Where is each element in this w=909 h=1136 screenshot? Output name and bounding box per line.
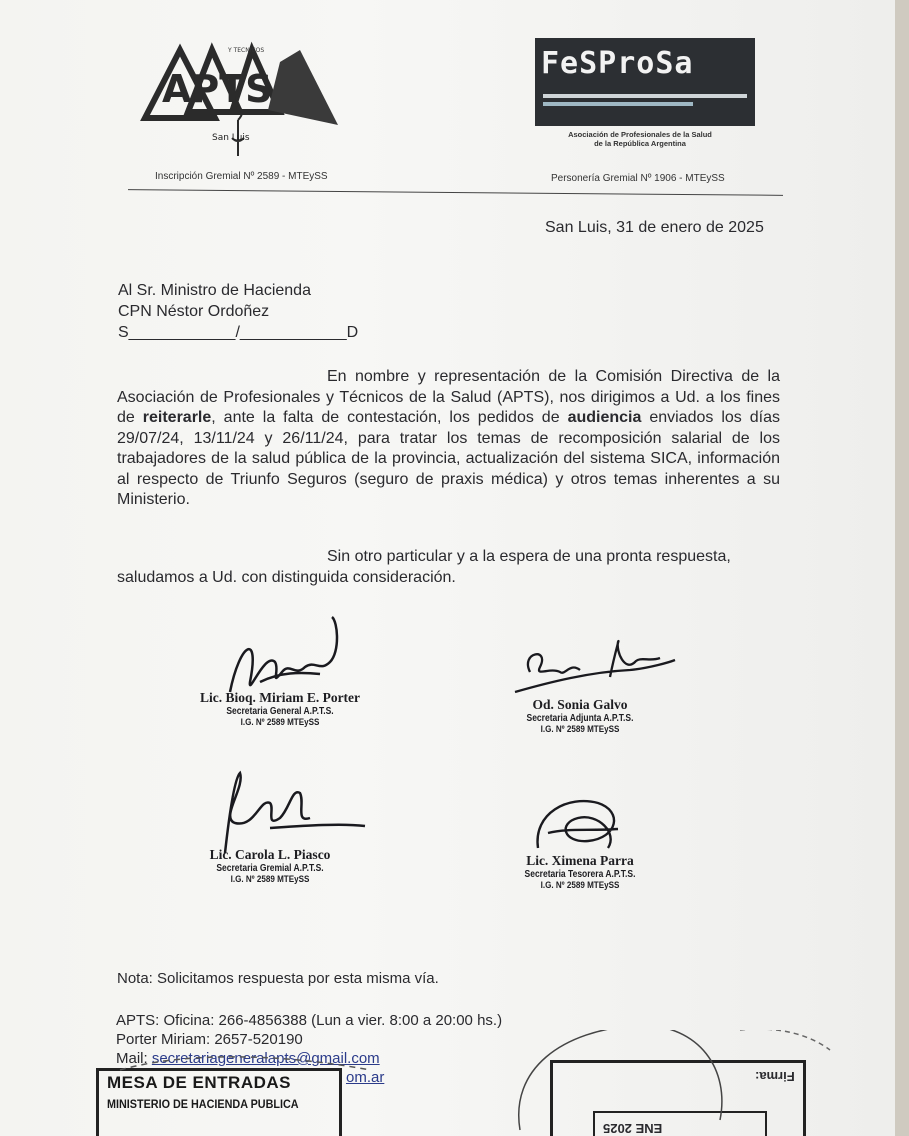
- letterhead-divider: [128, 189, 783, 196]
- office-phone: APTS: Oficina: 266-4856388 (Lun a vier. 8:00 a 20:00 hs.): [116, 1012, 503, 1029]
- request-note: Nota: Solicitamos respuesta por esta misma vía.: [117, 970, 439, 987]
- addressee-line: CPN Néstor Ordoñez: [118, 303, 270, 320]
- letter-date: San Luis, 31 de enero de 2025: [545, 219, 764, 236]
- addressee-block: [118, 280, 358, 343]
- signature-piasco: [200, 768, 370, 858]
- signature-parra: [528, 793, 628, 858]
- mail-line: Mail: secretariageneralapts@gmail.com: [116, 1050, 380, 1067]
- signature-stamp: Firma: ENE 2025: [550, 1060, 806, 1136]
- fesprosa-subtitle: Asociación de Profesionales de la Salud de la República Argentina: [568, 130, 712, 148]
- emphasis-text: audiencia: [567, 409, 642, 426]
- signature-block: Lic. Carola L. Piasco Secretaria Gremial A.P.T.S. I.G. Nº 2589 MTEySS: [209, 847, 331, 885]
- email-link[interactable]: secretariageneralapts@gmail.com: [151, 1050, 380, 1067]
- emphasis-text: reiterarle: [142, 409, 212, 426]
- apts-registration: Inscripción Gremial Nº 2589 - MTEySS: [155, 171, 328, 182]
- letter-body: En nombre y representación de la Comisión Directiva de la Asociación de Profesionales y Técnicos de la Salud (APTS), nos dirigimos a Ud. a los fines de reiterarle, ante la falta de contestación, los pedidos de audiencia enviados los días 29/07/24, 13/11/24 y 26/11/24, para tratar los temas de recomposición salarial de los trabajadores de la salud pública de la provincia, actualización del sistema SICA, información al respecto de Triunfo Seguros (seguro de praxis médica) y otros temas inherentes a su Ministerio.: [117, 368, 780, 508]
- addressee-line: S____________/____________D: [118, 324, 359, 341]
- addressee-line: Al Sr. Ministro de Hacienda: [118, 282, 311, 299]
- porter-phone: Porter Miriam: 2657-520190: [116, 1031, 303, 1048]
- page-edge: [895, 0, 909, 1136]
- letter-closing: Sin otro particular y a la espera de una pronta respuesta, saludamos a Ud. con distinguida consideración.: [117, 548, 731, 586]
- fesprosa-logo: [535, 38, 755, 126]
- apts-logo: [140, 40, 350, 170]
- signature-block: Od. Sonia Galvo Secretaria Adjunta A.P.T.S. I.G. Nº 2589 MTEySS: [526, 697, 634, 735]
- fesprosa-logo-text: FeSProSa: [541, 46, 694, 81]
- svg-text:Y TECNICOS: Y TECNICOS: [228, 47, 265, 54]
- signature-block: Lic. Bioq. Miriam E. Porter Secretaria General A.P.T.S. I.G. Nº 2589 MTEySS: [199, 690, 361, 728]
- signature-galvo: [510, 632, 680, 702]
- signature-porter: [220, 612, 350, 702]
- signature-block: Lic. Ximena Parra Secretaria Tesorera A.P.T.S. I.G. Nº 2589 MTEySS: [524, 853, 636, 891]
- apts-logo-text: APTS: [162, 67, 273, 111]
- apts-logo-city: San Luis: [212, 133, 250, 143]
- fesprosa-registration: Personería Gremial Nº 1906 - MTEySS: [551, 173, 725, 184]
- stamp-ink-marks: [40, 1030, 880, 1136]
- reception-stamp: MESA DE ENTRADAS MINISTERIO DE HACIENDA PUBLICA: [96, 1068, 342, 1136]
- email-link-secondary[interactable]: om.ar: [346, 1069, 385, 1086]
